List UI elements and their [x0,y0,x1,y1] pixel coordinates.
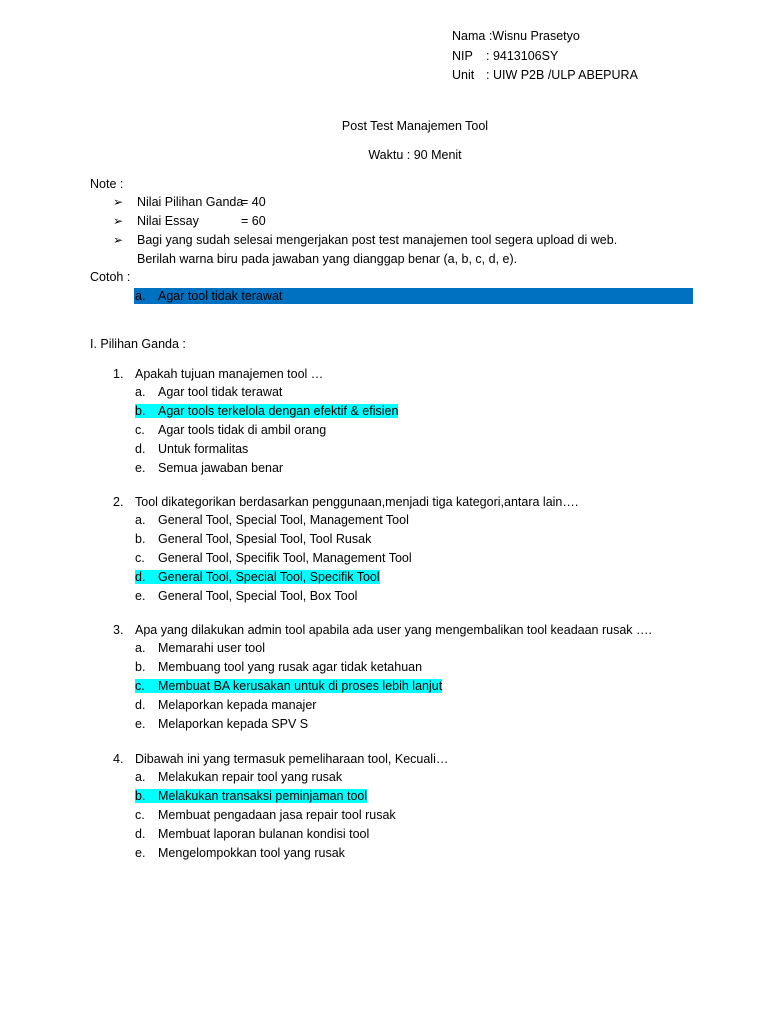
section-title: I. Pilihan Ganda : [90,337,186,351]
option-c-correct[interactable] [113,677,652,696]
unit-row [452,67,638,87]
question-stem [113,364,398,383]
option-text: Untuk formalitas [158,442,249,457]
option-letter: c. [135,808,145,823]
page-title: Post Test Manajemen Tool [341,119,489,133]
nip-row [452,48,638,68]
option-text: General Tool, Special Tool, Specifik Tool [158,570,380,585]
nama-value: Wisnu Prasetyo [492,29,580,43]
option-letter: d. [135,442,146,457]
question-text: Tool dikategorikan berdasarkan penggunaan,menjadi tiga kategori,antara lain…. [135,494,579,509]
option-text: Membuang tool yang rusak agar tidak ketahuan [158,660,423,675]
question-3 [113,620,652,733]
nip-label: NIP [452,48,473,63]
option-b[interactable] [113,530,578,549]
option-letter: a. [135,513,146,528]
note-list [113,193,617,268]
note-item-nilai-essay [113,212,617,231]
note-label: Note : [90,177,124,191]
option-text: Melakukan repair tool yang rusak [158,770,343,785]
option-b[interactable] [113,658,652,677]
option-letter: e. [135,717,146,731]
option-text: General Tool, Special Tool, Box Tool [158,589,358,603]
option-d[interactable] [113,696,652,715]
option-text: Agar tool tidak terawat [158,385,283,400]
question-1 [113,364,398,477]
option-d[interactable] [113,825,448,844]
option-a[interactable] [113,768,448,787]
unit-label: Unit [452,68,475,82]
question-text: Apakah tujuan manajemen tool … [135,366,324,381]
option-letter: e. [135,589,146,603]
example-text: Agar tool tidak terawat [158,289,283,303]
option-e[interactable] [113,844,448,863]
question-stem [113,749,448,768]
duration-text: Waktu : 90 Menit [368,148,462,162]
question-number: 1. [113,366,124,381]
question-text: Apa yang dilakukan admin tool apabila ada user yang mengembalikan tool keadaan rusak …. [135,622,652,637]
nama-label: Nama : [452,29,493,43]
question-text: Dibawah ini yang termasuk pemeliharaan tool, Kecuali… [135,751,449,766]
option-e[interactable] [113,715,652,734]
example-label: Cotoh : [90,270,131,284]
option-text: Membuat pengadaan jasa repair tool rusak [158,808,396,823]
option-a[interactable] [113,639,652,658]
nilai-pg-label: Nilai Pilihan Ganda [137,195,244,210]
option-letter: b. [135,404,158,418]
option-text: General Tool, Specifik Tool, Management Tool [158,551,412,566]
nip-value: : 9413106SY [486,48,559,63]
option-letter: b. [135,532,146,547]
option-c[interactable] [113,421,398,440]
instruction-line-1: Bagi yang sudah selesai mengerjakan post test manajemen tool segera upload di web. [137,232,618,247]
question-4 [113,749,448,862]
option-letter: d. [135,570,158,584]
option-text: Melaporkan kepada manajer [158,698,317,713]
option-text: General Tool, Special Tool, Management Tool [158,513,409,528]
option-d-correct[interactable] [113,568,578,587]
instruction-line-2: Berilah warna biru pada jawaban yang dianggap benar (a, b, c, d, e). [137,251,518,266]
option-letter: d. [135,698,146,713]
question-stem [113,492,578,511]
option-text: Melakukan transaksi peminjaman tool [158,789,368,804]
option-c[interactable] [113,806,448,825]
nama-row [452,28,638,48]
question-number: 4. [113,751,124,766]
option-text: Melaporkan kepada SPV S [158,717,309,731]
arrowhead-bullet-icon: ➢ [113,214,124,229]
question-stem [113,620,652,639]
identity-block [452,28,638,87]
option-letter: d. [135,827,146,842]
question-2 [113,492,578,605]
option-a[interactable] [113,511,578,530]
option-letter: e. [135,846,146,860]
option-letter: a. [135,385,146,400]
option-e[interactable] [113,459,398,478]
unit-value: : UIW P2B /ULP ABEPURA [486,68,638,82]
option-letter: a. [135,641,146,656]
note-item-nilai-pg [113,193,617,212]
arrowhead-bullet-icon: ➢ [113,232,124,247]
question-number: 3. [113,622,124,637]
option-text: Membuat laporan bulanan kondisi tool [158,827,370,842]
note-item-instruction [113,231,617,250]
option-letter: c. [135,423,145,438]
nilai-essay-label: Nilai Essay [137,214,199,229]
option-d[interactable] [113,440,398,459]
note-item-instruction-cont [113,249,617,268]
option-text: General Tool, Spesial Tool, Tool Rusak [158,532,372,547]
option-letter: c. [135,679,158,693]
option-text: Agar tools tidak di ambil orang [158,423,327,438]
option-b-correct[interactable] [113,402,398,421]
option-c[interactable] [113,549,578,568]
option-letter: a. [135,770,146,785]
arrowhead-bullet-icon: ➢ [113,195,124,210]
option-text: Memarahi user tool [158,641,265,656]
nilai-pg-value: = 40 [241,195,266,210]
option-b-correct[interactable] [113,787,448,806]
option-text: Membuat BA kerusakan untuk di proses lebih lanjut [158,679,443,694]
option-text: Semua jawaban benar [158,461,284,475]
option-letter: b. [135,789,158,803]
nilai-essay-value: = 60 [241,214,266,229]
option-letter: b. [135,660,146,675]
example-answer [135,288,282,304]
option-a[interactable] [113,383,398,402]
option-letter: e. [135,461,146,475]
example-letter: a. [135,289,146,303]
option-letter: c. [135,551,145,566]
option-e[interactable] [113,587,578,606]
option-text: Mengelompokkan tool yang rusak [158,846,345,860]
option-text: Agar tools terkelola dengan efektif & efisien [158,404,399,419]
question-number: 2. [113,494,124,509]
